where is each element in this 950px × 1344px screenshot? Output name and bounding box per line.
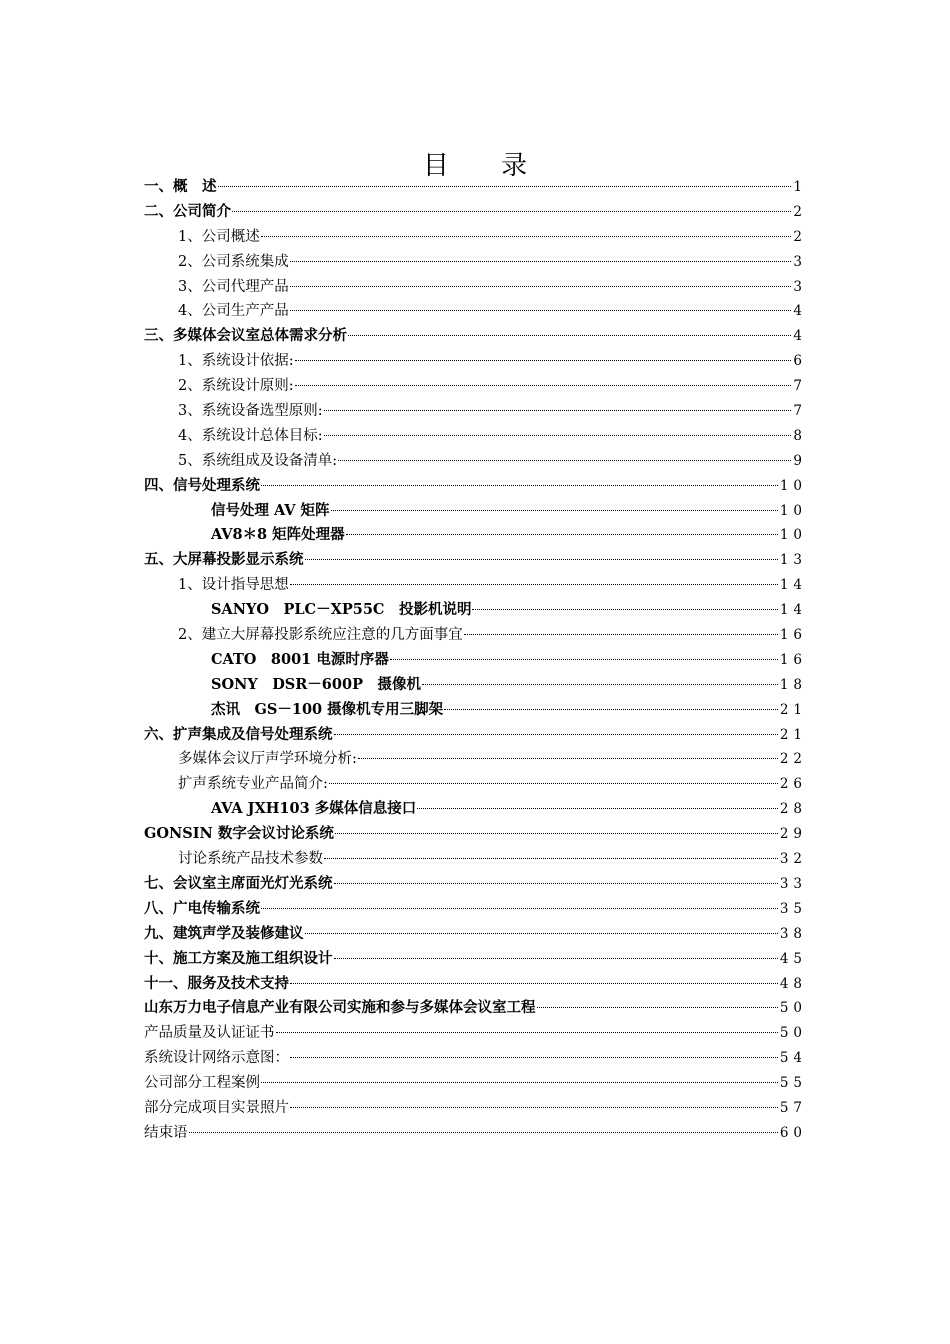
toc-entry-label: 一、概 述 <box>144 178 217 195</box>
toc-page-number: 7 <box>793 403 807 420</box>
toc-entry-label: GONSIN 数字会议讨论系统 <box>144 825 334 843</box>
toc-entry-label: 结束语 <box>144 1124 188 1141</box>
toc-page-number: 14 <box>779 602 807 619</box>
toc-page-number: 21 <box>779 701 807 718</box>
toc-entry[interactable] <box>144 897 807 922</box>
toc-page-number: 1 <box>793 179 807 195</box>
toc-entry[interactable] <box>144 772 807 797</box>
toc-dot-leader <box>261 1082 778 1083</box>
toc-entry[interactable] <box>144 747 807 772</box>
toc-dot-leader <box>324 435 792 436</box>
toc-entry[interactable] <box>144 225 807 250</box>
toc-entry-label: 六、扩声集成及信号处理系统 <box>144 725 333 743</box>
toc-page-number: 10 <box>779 527 807 544</box>
toc-page-number: 45 <box>779 950 807 967</box>
toc-page-number: 57 <box>779 1099 807 1116</box>
toc-page-number: 22 <box>779 751 807 768</box>
toc-entry[interactable] <box>144 175 807 200</box>
toc-dot-leader <box>472 609 777 610</box>
toc-dot-leader <box>232 211 791 212</box>
toc-entry-label: 九、建筑声学及装修建议 <box>144 924 304 942</box>
toc-dot-leader <box>218 186 792 187</box>
toc-dot-leader <box>305 933 778 934</box>
toc-page-number: 8 <box>793 427 807 444</box>
toc-entry-label: 七、会议室主席面光灯光系统 <box>144 874 333 892</box>
toc-page-number: 26 <box>779 776 807 793</box>
toc-page-number: 50 <box>779 1000 807 1017</box>
toc-entry[interactable] <box>144 996 807 1021</box>
toc-entry-label: 2、系统设计原则: <box>178 378 294 395</box>
toc-dot-leader <box>261 485 778 486</box>
toc-entry[interactable] <box>144 573 807 598</box>
toc-entry-label: 3、公司代理产品 <box>178 278 289 295</box>
toc-entry-label: 部分完成项目实景照片 <box>144 1099 289 1116</box>
toc-page-number: 7 <box>793 378 807 395</box>
toc-dot-leader <box>331 510 778 511</box>
toc-entry[interactable] <box>144 374 807 399</box>
toc-entry[interactable] <box>144 275 807 300</box>
toc-dot-leader <box>334 734 778 735</box>
toc-entry-label: SONY DSR－600P 摄像机 <box>211 675 421 693</box>
toc-entry[interactable] <box>144 623 807 648</box>
toc-entry-label: 四、信号处理系统 <box>144 476 260 494</box>
toc-entry[interactable] <box>144 922 807 947</box>
toc-entry-label: 5、系统组成及设备清单: <box>178 452 338 469</box>
toc-dot-leader <box>390 659 778 660</box>
toc-entry-label: AVA JXH103 多媒体信息接口 <box>211 800 417 818</box>
toc-entry-label: 2、建立大屏幕投影系统应注意的几方面事宜 <box>178 627 463 644</box>
toc-dot-leader <box>290 1107 778 1108</box>
toc-page-number: 16 <box>779 651 807 668</box>
toc-entry[interactable] <box>144 349 807 374</box>
table-of-contents <box>144 175 807 1146</box>
toc-entry[interactable] <box>144 523 807 548</box>
toc-page-number: 14 <box>779 577 807 594</box>
toc-dot-leader <box>324 410 792 411</box>
toc-dot-leader <box>261 236 792 237</box>
toc-dot-leader <box>422 684 778 685</box>
toc-page-number: 3 <box>793 253 807 270</box>
toc-entry[interactable] <box>144 474 807 499</box>
toc-entry[interactable] <box>144 1046 807 1071</box>
toc-page-number: 4 <box>793 303 807 320</box>
toc-dot-leader <box>290 310 792 311</box>
toc-entry-label: 1、公司概述 <box>178 228 260 245</box>
toc-page-number: 13 <box>779 552 807 569</box>
toc-entry[interactable] <box>144 449 807 474</box>
toc-dot-leader <box>346 534 778 535</box>
toc-dot-leader <box>290 261 792 262</box>
toc-entry[interactable] <box>144 847 807 872</box>
toc-dot-leader <box>358 758 778 759</box>
toc-dot-leader <box>295 385 792 386</box>
toc-entry[interactable] <box>144 1121 807 1146</box>
toc-entry[interactable] <box>144 424 807 449</box>
toc-entry-label: CATO 8001 电源时序器 <box>211 650 389 668</box>
toc-page-number: 29 <box>779 826 807 843</box>
toc-page-number: 55 <box>779 1075 807 1092</box>
toc-entry-label: 三、多媒体会议室总体需求分析 <box>144 327 347 345</box>
toc-page-number: 4 <box>793 328 807 345</box>
toc-entry-label: 3、系统设备选型原则: <box>178 403 323 420</box>
toc-page-number: 2 <box>793 203 807 220</box>
toc-page-number: 2 <box>793 228 807 245</box>
toc-entry-label: 1、系统设计依据: <box>178 353 294 370</box>
toc-entry[interactable] <box>144 548 807 573</box>
toc-page-number: 6 <box>793 353 807 370</box>
toc-page-number: 35 <box>779 900 807 917</box>
toc-entry[interactable] <box>144 673 807 698</box>
toc-dot-leader <box>295 360 792 361</box>
toc-entry[interactable] <box>144 822 807 847</box>
toc-entry[interactable] <box>144 1021 807 1046</box>
toc-entry-label: 十、施工方案及施工组织设计 <box>144 949 333 967</box>
toc-entry-label: 二、公司简介 <box>144 202 231 220</box>
toc-dot-leader <box>335 833 778 834</box>
toc-dot-leader <box>189 1132 778 1133</box>
toc-page-number: 48 <box>779 975 807 992</box>
toc-entry[interactable] <box>144 947 807 972</box>
toc-entry-label: 4、系统设计总体目标: <box>178 427 323 444</box>
toc-page-number: 33 <box>779 875 807 892</box>
toc-entry[interactable] <box>144 324 807 349</box>
toc-entry-label: 系统设计网络示意图： <box>144 1050 289 1067</box>
toc-dot-leader <box>334 958 778 959</box>
toc-page-number: 3 <box>793 278 807 295</box>
toc-entry-label: 1、设计指导思想 <box>178 577 289 594</box>
toc-page-number: 50 <box>779 1025 807 1042</box>
toc-entry-label: 2、公司系统集成 <box>178 253 289 270</box>
toc-entry[interactable] <box>144 723 807 748</box>
toc-entry-label: SANYO PLC－XP55C 投影机说明 <box>211 601 472 619</box>
toc-page-number: 10 <box>779 477 807 494</box>
toc-entry-label: 杰讯 GS－100 摄像机专用三脚架 <box>211 700 444 718</box>
toc-page-number: 28 <box>779 801 807 818</box>
toc-page-number: 60 <box>779 1124 807 1141</box>
toc-entry[interactable] <box>144 499 807 524</box>
toc-entry-label: 多媒体会议厅声学环境分析: <box>178 751 357 768</box>
toc-entry-label: 公司部分工程案例 <box>144 1075 260 1092</box>
toc-dot-leader <box>290 1057 778 1058</box>
toc-entry[interactable] <box>144 1096 807 1121</box>
toc-dot-leader <box>348 335 791 336</box>
page-title: 目 录 <box>422 151 550 182</box>
toc-entry-label: 八、广电传输系统 <box>144 899 260 917</box>
toc-entry-label: 4、公司生产产品 <box>178 303 289 320</box>
toc-entry-label: 扩声系统专业产品简介: <box>178 776 328 793</box>
toc-entry-label: 山东万力电子信息产业有限公司实施和参与多媒体会议室工程 <box>144 999 536 1017</box>
toc-entry[interactable] <box>144 972 807 997</box>
toc-page-number: 10 <box>779 502 807 519</box>
toc-entry[interactable] <box>144 1071 807 1096</box>
toc-entry-label: 五、大屏幕投影显示系统 <box>144 551 304 569</box>
toc-entry[interactable] <box>144 399 807 424</box>
toc-dot-leader <box>305 559 778 560</box>
toc-page-number: 21 <box>779 726 807 743</box>
toc-page-number: 54 <box>779 1050 807 1067</box>
toc-dot-leader <box>290 584 778 585</box>
toc-entry[interactable] <box>144 299 807 324</box>
toc-dot-leader <box>261 908 778 909</box>
toc-dot-leader <box>464 634 778 635</box>
toc-entry-label: AV8＊8 矩阵处理器 <box>211 526 345 544</box>
toc-entry[interactable] <box>144 797 807 822</box>
toc-dot-leader <box>290 983 778 984</box>
toc-dot-leader <box>276 1032 778 1033</box>
toc-entry[interactable] <box>144 648 807 673</box>
toc-entry-label: 信号处理 AV 矩阵 <box>211 501 330 519</box>
toc-dot-leader <box>334 883 778 884</box>
toc-dot-leader <box>329 783 778 784</box>
toc-entry[interactable] <box>144 200 807 225</box>
toc-entry[interactable] <box>144 598 807 623</box>
toc-entry-label: 产品质量及认证证书 <box>144 1025 275 1042</box>
toc-page-number: 32 <box>779 851 807 868</box>
toc-dot-leader <box>290 286 792 287</box>
toc-page-number: 18 <box>779 676 807 693</box>
toc-entry[interactable] <box>144 250 807 275</box>
toc-dot-leader <box>444 709 778 710</box>
toc-dot-leader <box>338 460 791 461</box>
toc-dot-leader <box>324 858 778 859</box>
toc-page-number: 38 <box>779 925 807 942</box>
toc-entry[interactable] <box>144 698 807 723</box>
toc-entry[interactable] <box>144 872 807 897</box>
toc-dot-leader <box>537 1007 778 1008</box>
toc-entry-label: 讨论系统产品技术参数 <box>178 851 323 868</box>
toc-page-number: 16 <box>779 627 807 644</box>
toc-entry-label: 十一、服务及技术支持 <box>144 974 289 992</box>
toc-page-number: 9 <box>793 452 807 469</box>
toc-dot-leader <box>417 808 778 809</box>
